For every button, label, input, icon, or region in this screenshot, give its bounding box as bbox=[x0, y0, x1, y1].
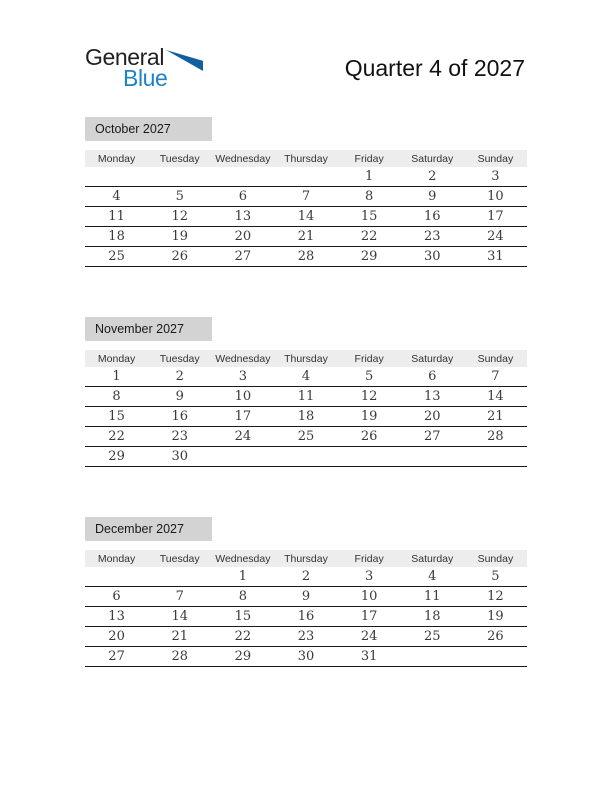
weekday-thursday: Thursday bbox=[284, 152, 328, 165]
weekday-saturday: Saturday bbox=[411, 152, 454, 165]
date-cell: 13 bbox=[108, 609, 125, 624]
date-cell: 24 bbox=[234, 429, 252, 444]
date-cell: 4 bbox=[428, 569, 437, 584]
date-cell: 2 bbox=[428, 169, 437, 184]
logo-text-general: General bbox=[85, 44, 165, 70]
date-cell: 13 bbox=[424, 389, 441, 404]
logo-triangle-icon bbox=[166, 50, 203, 71]
date-cell: 17 bbox=[234, 409, 252, 424]
date-cell: 29 bbox=[108, 449, 125, 464]
date-cell: 6 bbox=[428, 369, 437, 384]
weekday-saturday: Saturday bbox=[411, 552, 454, 565]
date-cell: 5 bbox=[175, 189, 184, 204]
date-cell: 1 bbox=[112, 369, 121, 384]
date-cell: 19 bbox=[487, 609, 504, 624]
date-row bbox=[85, 167, 527, 187]
date-cell: 20 bbox=[108, 629, 125, 644]
date-cell: 14 bbox=[487, 389, 504, 404]
date-cell: 3 bbox=[364, 569, 374, 584]
date-cell: 10 bbox=[234, 389, 252, 404]
weekday-sunday: Sunday bbox=[477, 152, 514, 165]
date-cell: 15 bbox=[234, 609, 252, 624]
weekday-header-row bbox=[85, 350, 527, 367]
date-cell: 29 bbox=[360, 249, 378, 264]
date-cell: 6 bbox=[238, 189, 247, 204]
date-cell: 12 bbox=[360, 389, 378, 404]
date-cell: 23 bbox=[424, 229, 441, 244]
weekday-friday: Friday bbox=[354, 352, 384, 365]
weekday-tuesday: Tuesday bbox=[159, 152, 200, 165]
date-cell: 20 bbox=[234, 229, 252, 244]
date-cell: 5 bbox=[491, 569, 500, 584]
date-cell: 18 bbox=[297, 409, 315, 424]
weekday-saturday: Saturday bbox=[411, 352, 454, 365]
date-cell: 22 bbox=[108, 429, 125, 444]
date-cell: 9 bbox=[301, 589, 311, 604]
date-cell: 1 bbox=[238, 569, 247, 584]
weekday-sunday: Sunday bbox=[477, 352, 514, 365]
date-cell: 16 bbox=[424, 209, 441, 224]
date-cell: 10 bbox=[360, 589, 378, 604]
date-cell: 30 bbox=[297, 649, 315, 664]
date-cell: 12 bbox=[171, 209, 188, 224]
date-cell: 17 bbox=[360, 609, 378, 624]
date-cell: 9 bbox=[428, 189, 437, 204]
date-cell: 15 bbox=[108, 409, 125, 424]
date-cell: 25 bbox=[297, 429, 315, 444]
date-row bbox=[85, 407, 527, 427]
date-cell: 12 bbox=[487, 589, 504, 604]
month-october bbox=[85, 117, 527, 267]
date-cell: 17 bbox=[487, 209, 504, 224]
weekday-thursday: Thursday bbox=[284, 552, 328, 565]
page-title: Quarter 4 of 2027 bbox=[344, 55, 525, 81]
weekday-thursday: Thursday bbox=[284, 352, 328, 365]
date-cell: 31 bbox=[487, 249, 504, 264]
date-cell: 6 bbox=[112, 589, 121, 604]
date-cell: 2 bbox=[175, 369, 184, 384]
months-container bbox=[85, 117, 527, 667]
weekday-wednesday: Wednesday bbox=[215, 152, 271, 165]
weekday-tuesday: Tuesday bbox=[159, 552, 200, 565]
date-row bbox=[85, 647, 527, 667]
date-cell: 15 bbox=[360, 209, 378, 224]
weekday-header-row bbox=[85, 150, 527, 167]
date-cell: 25 bbox=[108, 249, 125, 264]
date-row bbox=[85, 427, 527, 447]
date-cell: 3 bbox=[491, 169, 500, 184]
date-cell: 11 bbox=[424, 589, 441, 604]
weekday-wednesday: Wednesday bbox=[215, 352, 271, 365]
date-cell: 9 bbox=[175, 389, 184, 404]
date-cell: 21 bbox=[171, 629, 188, 644]
date-cell: 13 bbox=[234, 209, 252, 224]
date-row bbox=[85, 367, 527, 387]
month-label: December 2027 bbox=[85, 517, 212, 541]
weekday-wednesday: Wednesday bbox=[215, 552, 271, 565]
date-cell: 23 bbox=[171, 429, 188, 444]
date-row bbox=[85, 207, 527, 227]
date-cell: 11 bbox=[108, 209, 125, 224]
date-cell: 19 bbox=[360, 409, 378, 424]
date-cell: 4 bbox=[301, 369, 311, 384]
date-row bbox=[85, 447, 527, 467]
date-cell: 29 bbox=[234, 649, 252, 664]
date-cell: 14 bbox=[171, 609, 188, 624]
weekday-monday: Monday bbox=[97, 552, 136, 565]
logo-text-blue: Blue bbox=[123, 65, 168, 91]
date-cell: 11 bbox=[297, 389, 315, 404]
weekday-tuesday: Tuesday bbox=[159, 352, 200, 365]
date-cell: 8 bbox=[238, 589, 247, 604]
weekday-friday: Friday bbox=[354, 552, 384, 565]
date-cell: 31 bbox=[360, 649, 378, 664]
date-cell: 28 bbox=[171, 649, 188, 664]
month-label: November 2027 bbox=[85, 317, 212, 341]
date-row bbox=[85, 227, 527, 247]
date-cell: 19 bbox=[171, 229, 188, 244]
date-cell: 26 bbox=[171, 249, 188, 264]
weekday-monday: Monday bbox=[97, 352, 136, 365]
date-cell: 26 bbox=[487, 629, 504, 644]
date-cell: 21 bbox=[487, 409, 504, 424]
weekday-monday: Monday bbox=[97, 152, 136, 165]
date-cell: 22 bbox=[360, 229, 378, 244]
date-cell: 27 bbox=[108, 649, 125, 664]
date-cell: 25 bbox=[424, 629, 441, 644]
date-cell: 7 bbox=[175, 589, 184, 604]
date-cell: 18 bbox=[424, 609, 441, 624]
date-cell: 16 bbox=[171, 409, 188, 424]
date-cell: 30 bbox=[171, 449, 188, 464]
month-label: October 2027 bbox=[85, 117, 212, 141]
date-cell: 28 bbox=[297, 249, 315, 264]
date-row bbox=[85, 587, 527, 607]
month-november bbox=[85, 317, 527, 467]
date-cell: 8 bbox=[364, 189, 374, 204]
date-cell: 21 bbox=[297, 229, 315, 244]
date-cell: 23 bbox=[297, 629, 315, 644]
date-row bbox=[85, 247, 527, 267]
date-row bbox=[85, 607, 527, 627]
month-december bbox=[85, 517, 527, 667]
date-cell: 16 bbox=[297, 609, 315, 624]
date-cell: 7 bbox=[491, 369, 500, 384]
date-cell: 26 bbox=[360, 429, 378, 444]
weekday-header-row bbox=[85, 550, 527, 567]
date-cell: 1 bbox=[364, 169, 374, 184]
date-cell: 10 bbox=[487, 189, 504, 204]
date-cell: 24 bbox=[360, 629, 378, 644]
date-row bbox=[85, 387, 527, 407]
date-cell: 22 bbox=[234, 629, 252, 644]
weekday-sunday: Sunday bbox=[477, 552, 514, 565]
date-cell: 18 bbox=[108, 229, 125, 244]
date-cell: 8 bbox=[112, 389, 121, 404]
date-cell: 24 bbox=[487, 229, 504, 244]
date-row bbox=[85, 627, 527, 647]
date-cell: 3 bbox=[238, 369, 247, 384]
date-cell: 5 bbox=[364, 369, 374, 384]
weekday-friday: Friday bbox=[354, 152, 384, 165]
date-cell: 14 bbox=[297, 209, 315, 224]
date-cell: 20 bbox=[424, 409, 441, 424]
date-cell: 4 bbox=[112, 189, 121, 204]
date-cell: 2 bbox=[301, 569, 311, 584]
date-row bbox=[85, 567, 527, 587]
date-cell: 27 bbox=[424, 429, 441, 444]
date-cell: 30 bbox=[424, 249, 441, 264]
date-cell: 27 bbox=[234, 249, 252, 264]
date-row bbox=[85, 187, 527, 207]
date-cell: 7 bbox=[301, 189, 311, 204]
date-cell: 28 bbox=[487, 429, 504, 444]
